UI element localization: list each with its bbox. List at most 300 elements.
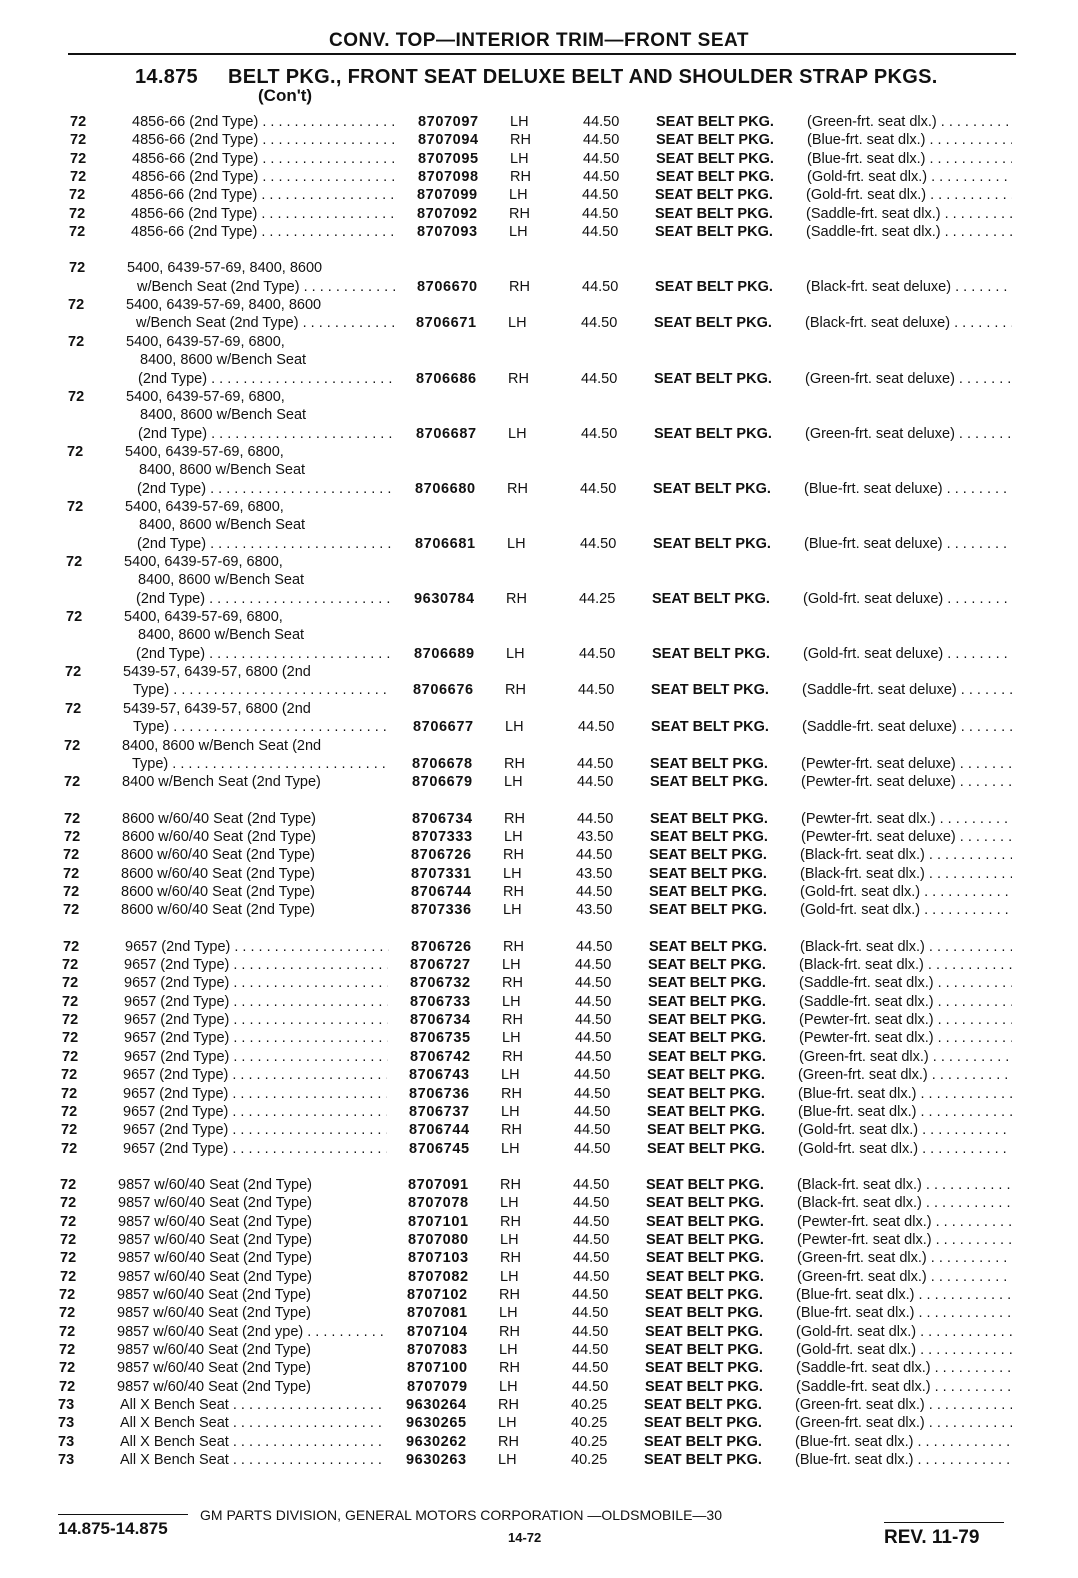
price: 44.50: [572, 1287, 609, 1303]
group-code: 72: [64, 738, 81, 754]
color-detail: (Black-frt. seat dlx.) . . .: [797, 1176, 1012, 1194]
part-name: SEAT BELT PKG.: [647, 1086, 765, 1102]
part-name: SEAT BELT PKG.: [647, 1141, 765, 1157]
group-code: 72: [60, 1269, 77, 1285]
application-text: 9657 (2nd Type) . . .: [124, 974, 388, 992]
part-number: 8707336: [411, 902, 472, 918]
color-detail: (Green-frt. seat deluxe) . . .: [805, 425, 1012, 443]
application-text: 4856-66 (2nd Type) . . .: [132, 168, 396, 186]
part-name: SEAT BELT PKG.: [656, 151, 774, 167]
side: RH: [501, 1122, 522, 1138]
part-name: SEAT BELT PKG.: [646, 1195, 764, 1211]
part-name: SEAT BELT PKG.: [646, 1177, 764, 1193]
part-name: SEAT BELT PKG.: [650, 811, 768, 827]
group-code: 72: [63, 847, 80, 863]
part-name: SEAT BELT PKG.: [647, 1067, 765, 1083]
part-name: SEAT BELT PKG.: [644, 1397, 762, 1413]
application-text: All X Bench Seat . . .: [120, 1451, 384, 1469]
part-row: [0, 846, 1078, 864]
group-code: 72: [66, 609, 83, 625]
application-text: 4856-66 (2nd Type) . . .: [131, 186, 395, 204]
color-detail: (Blue-frt. seat dlx.) . . .: [795, 1451, 1012, 1469]
part-row: [0, 810, 1078, 828]
part-row-continuation: [0, 406, 1078, 424]
part-number: 8706726: [411, 847, 472, 863]
application-text: 9857 w/60/40 Seat (2nd Type): [118, 1232, 313, 1248]
price: 44.50: [577, 756, 614, 772]
color-detail: (Gold-frt. seat dlx.) . . .: [798, 1140, 1012, 1158]
part-number: 8707092: [417, 206, 478, 222]
application-text: 5400, 6439-57-69, 8400, 8600: [127, 260, 323, 276]
part-name: SEAT BELT PKG.: [656, 114, 774, 130]
color-detail: (Saddle-frt. seat dlx.) . . .: [806, 205, 1012, 223]
side: LH: [510, 151, 529, 167]
part-number: 8707100: [407, 1360, 468, 1376]
color-detail: (Green-frt. seat dlx.) . . .: [797, 1268, 1012, 1286]
price: 44.50: [574, 1141, 611, 1157]
group-code: 72: [60, 1232, 77, 1248]
group-code: 72: [68, 389, 85, 405]
part-number: 8707103: [408, 1250, 469, 1266]
part-number: 8706737: [409, 1104, 470, 1120]
application-text: All X Bench Seat . . .: [120, 1414, 384, 1432]
part-row: [0, 1286, 1078, 1304]
part-row: [0, 1066, 1078, 1084]
application-text: All X Bench Seat . . .: [120, 1396, 384, 1414]
side: RH: [499, 1287, 520, 1303]
application-text: 5439-57, 6439-57, 6800 (2nd: [123, 701, 311, 717]
application-text: 8400, 8600 w/Bench Seat: [138, 627, 305, 643]
part-name: SEAT BELT PKG.: [656, 169, 774, 185]
application-text: 9657 (2nd Type) . . .: [123, 1066, 387, 1084]
group-code: 72: [63, 939, 80, 955]
color-detail: (Saddle-frt. seat dlx.) . . .: [799, 993, 1012, 1011]
price: 44.50: [583, 169, 620, 185]
part-number: 8707091: [408, 1177, 469, 1193]
application-text: 8400, 8600 w/Bench Seat (2nd: [122, 738, 322, 754]
application-text: 4856-66 (2nd Type) . . .: [132, 131, 396, 149]
price: 44.50: [582, 187, 619, 203]
part-name: SEAT BELT PKG.: [651, 682, 769, 698]
part-number: 8707104: [407, 1324, 468, 1340]
color-detail: (Blue-frt. seat dlx.) . . .: [807, 131, 1012, 149]
side: LH: [501, 1067, 520, 1083]
color-detail: (Black-frt. seat dlx.) . . .: [800, 846, 1012, 864]
group-code: 72: [61, 1086, 78, 1102]
part-name: SEAT BELT PKG.: [644, 1434, 762, 1450]
color-detail: (Saddle-frt. seat dlx.) . . .: [796, 1378, 1012, 1396]
group-code: 72: [70, 132, 87, 148]
price: 44.50: [578, 682, 615, 698]
part-row: [0, 186, 1078, 204]
application-text: 8600 w/60/40 Seat (2nd Type): [121, 884, 316, 900]
color-detail: (Green-frt. seat deluxe) . . .: [805, 370, 1012, 388]
color-detail: (Saddle-frt. seat dlx.) . . .: [799, 974, 1012, 992]
part-row: [0, 901, 1078, 919]
price: 44.50: [582, 206, 619, 222]
application-text: (2nd Type) . . .: [137, 535, 393, 553]
color-detail: (Gold-frt. seat dlx.) . . .: [807, 168, 1012, 186]
side: RH: [508, 371, 529, 387]
color-detail: (Pewter-frt. seat deluxe) . . .: [801, 828, 1012, 846]
application-text: 9857 w/60/40 Seat (2nd Type): [118, 1250, 313, 1266]
part-number: 8706734: [410, 1012, 471, 1028]
part-row: [0, 681, 1078, 699]
price: 44.50: [575, 957, 612, 973]
side: LH: [498, 1415, 517, 1431]
application-text: 8600 w/60/40 Seat (2nd Type): [122, 829, 317, 845]
part-row: [0, 1451, 1078, 1469]
part-number: 8706677: [413, 719, 474, 735]
application-text: 8400, 8600 w/Bench Seat: [139, 517, 306, 533]
color-detail: (Green-frt. seat dlx.) . . .: [798, 1066, 1012, 1084]
part-name: SEAT BELT PKG.: [648, 1012, 766, 1028]
application-text: 9857 w/60/40 Seat (2nd Type): [117, 1305, 312, 1321]
part-row: [0, 1249, 1078, 1267]
part-number: 8706726: [411, 939, 472, 955]
part-name: SEAT BELT PKG.: [649, 847, 767, 863]
color-detail: (Blue-frt. seat deluxe) . . .: [804, 480, 1012, 498]
part-row: [0, 1048, 1078, 1066]
part-number: 8707331: [411, 866, 472, 882]
part-number: 8706745: [409, 1141, 470, 1157]
color-detail: (Black-frt. seat deluxe) . . .: [805, 314, 1012, 332]
side: RH: [510, 169, 531, 185]
header-rule: [68, 53, 1016, 55]
part-number: 8707080: [408, 1232, 469, 1248]
part-row-continuation: [0, 571, 1078, 589]
group-code: 72: [63, 902, 80, 918]
side: LH: [510, 114, 529, 130]
side: RH: [500, 1214, 521, 1230]
part-number: 8707099: [417, 187, 478, 203]
side: RH: [505, 682, 526, 698]
part-name: SEAT BELT PKG.: [649, 884, 767, 900]
part-row: [0, 938, 1078, 956]
group-code: 73: [58, 1434, 75, 1450]
application-text: Type) . . .: [132, 755, 390, 773]
side: LH: [499, 1342, 518, 1358]
price: 44.50: [580, 536, 617, 552]
part-name: SEAT BELT PKG.: [654, 426, 772, 442]
application-text: 9657 (2nd Type) . . .: [124, 1029, 388, 1047]
part-number: 8706670: [417, 279, 478, 295]
application-text: 9857 w/60/40 Seat (2nd Type): [118, 1214, 313, 1230]
part-number: 8707333: [412, 829, 473, 845]
application-text: 9657 (2nd Type) . . .: [123, 1085, 387, 1103]
color-detail: (Black-frt. seat dlx.) . . .: [799, 956, 1012, 974]
part-row: [0, 1378, 1078, 1396]
application-text: 9657 (2nd Type) . . .: [124, 956, 388, 974]
price: 44.50: [579, 646, 616, 662]
side: RH: [502, 975, 523, 991]
group-code: 73: [58, 1397, 75, 1413]
group-code: 72: [60, 1195, 77, 1211]
application-text: 5400, 6439-57-69, 6800,: [126, 334, 285, 350]
part-row: [0, 314, 1078, 332]
group-code: 72: [59, 1360, 76, 1376]
side: RH: [502, 1012, 523, 1028]
price: 44.50: [573, 1232, 610, 1248]
price: 43.50: [576, 902, 613, 918]
part-row: [0, 1140, 1078, 1158]
side: LH: [508, 315, 527, 331]
part-number: 8707079: [407, 1379, 468, 1395]
price: 44.50: [583, 132, 620, 148]
color-detail: (Green-frt. seat dlx.) . . .: [795, 1414, 1012, 1432]
price: 44.50: [581, 426, 618, 442]
color-detail: (Blue-frt. seat dlx.) . . .: [798, 1103, 1012, 1121]
part-name: SEAT BELT PKG.: [645, 1305, 763, 1321]
price: 44.50: [576, 939, 613, 955]
side: LH: [504, 829, 523, 845]
side: RH: [498, 1434, 519, 1450]
side: LH: [499, 1379, 518, 1395]
part-number: 9630784: [414, 591, 475, 607]
color-detail: (Gold-frt. seat dlx.) . . .: [796, 1323, 1012, 1341]
part-name: SEAT BELT PKG.: [654, 315, 772, 331]
part-number: 8706744: [409, 1122, 470, 1138]
price: 44.50: [583, 114, 620, 130]
part-number: 8707094: [418, 132, 479, 148]
group-code: 72: [70, 169, 87, 185]
color-detail: (Black-frt. seat deluxe) . . .: [806, 278, 1012, 296]
side: LH: [508, 426, 527, 442]
part-row: [0, 1304, 1078, 1322]
part-number: 8706742: [410, 1049, 471, 1065]
part-name: SEAT BELT PKG.: [650, 774, 768, 790]
price: 44.50: [575, 1030, 612, 1046]
side: LH: [507, 536, 526, 552]
application-text: 9657 (2nd Type) . . .: [123, 1140, 387, 1158]
part-name: SEAT BELT PKG.: [655, 206, 773, 222]
part-row-continuation: [0, 259, 1078, 277]
part-number: 8707095: [418, 151, 479, 167]
footer-rule-left: [58, 1514, 188, 1515]
application-text: 9657 (2nd Type) . . .: [124, 1011, 388, 1029]
color-detail: (Saddle-frt. seat dlx.) . . .: [806, 223, 1012, 241]
group-code: 72: [70, 151, 87, 167]
part-row-continuation: [0, 663, 1078, 681]
part-name: SEAT BELT PKG.: [648, 1049, 766, 1065]
application-text: 8600 w/60/40 Seat (2nd Type): [121, 866, 316, 882]
group-code: 72: [61, 1104, 78, 1120]
price: 40.25: [571, 1397, 608, 1413]
application-text: 9857 w/60/40 Seat (2nd Type): [118, 1195, 313, 1211]
part-row: [0, 1011, 1078, 1029]
part-row: [0, 150, 1078, 168]
part-name: SEAT BELT PKG.: [645, 1379, 763, 1395]
part-name: SEAT BELT PKG.: [645, 1342, 763, 1358]
color-detail: (Green-frt. seat dlx.) . . .: [807, 113, 1012, 131]
price: 44.50: [573, 1195, 610, 1211]
part-row: [0, 1103, 1078, 1121]
part-name: SEAT BELT PKG.: [646, 1214, 764, 1230]
group-code: 72: [63, 884, 80, 900]
part-name: SEAT BELT PKG.: [648, 957, 766, 973]
part-row: [0, 993, 1078, 1011]
group-code: 72: [69, 260, 86, 276]
part-name: SEAT BELT PKG.: [646, 1269, 764, 1285]
part-name: SEAT BELT PKG.: [652, 591, 770, 607]
side: LH: [500, 1232, 519, 1248]
side: LH: [502, 957, 521, 973]
application-text: 9657 (2nd Type) . . .: [124, 993, 388, 1011]
group-code: 72: [64, 829, 81, 845]
color-detail: (Blue-frt. seat dlx.) . . .: [795, 1433, 1012, 1451]
part-name: SEAT BELT PKG.: [656, 132, 774, 148]
color-detail: (Green-frt. seat dlx.) . . .: [797, 1249, 1012, 1267]
group-code: 72: [64, 774, 81, 790]
application-text: 4856-66 (2nd Type) . . .: [132, 150, 396, 168]
color-detail: (Gold-frt. seat deluxe) . . .: [803, 645, 1012, 663]
application-text: 5400, 6439-57-69, 6800,: [124, 609, 283, 625]
application-text: 8600 w/60/40 Seat (2nd Type): [121, 902, 316, 918]
group-code: 72: [60, 1177, 77, 1193]
side: RH: [509, 279, 530, 295]
side: RH: [504, 756, 525, 772]
part-number: 9630262: [406, 1434, 467, 1450]
side: RH: [510, 132, 531, 148]
application-text: 4856-66 (2nd Type) . . .: [131, 205, 395, 223]
part-name: SEAT BELT PKG.: [652, 646, 770, 662]
side: LH: [501, 1104, 520, 1120]
application-text: 5400, 6439-57-69, 6800,: [125, 444, 284, 460]
group-code: 72: [62, 1049, 79, 1065]
group-code: 72: [60, 1250, 77, 1266]
group-code: 72: [66, 554, 83, 570]
part-row: [0, 828, 1078, 846]
part-row-continuation: [0, 351, 1078, 369]
part-row: [0, 865, 1078, 883]
group-code: 73: [58, 1415, 75, 1431]
price: 44.50: [581, 315, 618, 331]
price: 44.50: [574, 1104, 611, 1120]
part-row: [0, 1433, 1078, 1451]
part-row: [0, 168, 1078, 186]
application-text: 4856-66 (2nd Type) . . .: [132, 113, 396, 131]
footer-revision: REV. 11-79: [884, 1527, 980, 1548]
part-row: [0, 480, 1078, 498]
side: RH: [503, 884, 524, 900]
group-code: 72: [68, 334, 85, 350]
part-row: [0, 113, 1078, 131]
part-row: [0, 425, 1078, 443]
part-name: SEAT BELT PKG.: [646, 1232, 764, 1248]
application-text: 9657 (2nd Type) . . .: [125, 938, 389, 956]
color-detail: (Pewter-frt. seat deluxe) . . .: [801, 755, 1012, 773]
color-detail: (Saddle-frt. seat deluxe) . . .: [802, 681, 1012, 699]
application-text: (2nd Type) . . .: [138, 425, 394, 443]
price: 44.50: [576, 847, 613, 863]
part-row-continuation: [0, 608, 1078, 626]
part-row-continuation: [0, 626, 1078, 644]
price: 44.50: [573, 1177, 610, 1193]
price: 44.50: [578, 719, 615, 735]
side: RH: [507, 481, 528, 497]
part-row-continuation: [0, 737, 1078, 755]
footer-rule-right: [884, 1522, 1004, 1523]
color-detail: (Blue-frt. seat dlx.) . . .: [796, 1304, 1012, 1322]
price: 44.50: [575, 975, 612, 991]
application-text: 5400, 6439-57-69, 6800,: [124, 554, 283, 570]
part-row: [0, 131, 1078, 149]
side: RH: [499, 1360, 520, 1376]
application-text: 5439-57, 6439-57, 6800 (2nd: [123, 664, 311, 680]
part-row: [0, 956, 1078, 974]
side: RH: [506, 591, 527, 607]
application-text: (2nd Type) . . .: [138, 370, 394, 388]
price: 44.50: [574, 1067, 611, 1083]
group-code: 72: [59, 1324, 76, 1340]
part-number: 8706681: [415, 536, 476, 552]
group-code: 72: [59, 1287, 76, 1303]
group-code: 72: [59, 1305, 76, 1321]
color-detail: (Green-frt. seat dlx.) . . .: [799, 1048, 1012, 1066]
part-name: SEAT BELT PKG.: [649, 866, 767, 882]
price: 44.50: [583, 151, 620, 167]
application-text: 4856-66 (2nd Type) . . .: [131, 223, 395, 241]
application-text: 9857 w/60/40 Seat (2nd Type): [117, 1342, 312, 1358]
part-name: SEAT BELT PKG.: [653, 481, 771, 497]
part-row: [0, 223, 1078, 241]
price: 44.50: [573, 1250, 610, 1266]
part-row: [0, 1268, 1078, 1286]
price: 44.25: [579, 591, 616, 607]
part-number: 9630263: [406, 1452, 467, 1468]
side: RH: [498, 1397, 519, 1413]
part-number: 9630264: [406, 1397, 467, 1413]
part-row: [0, 645, 1078, 663]
color-detail: (Blue-frt. seat dlx.) . . .: [798, 1085, 1012, 1103]
application-text: Type) . . .: [133, 718, 391, 736]
part-row: [0, 278, 1078, 296]
group-code: 72: [65, 664, 82, 680]
part-number: 8706733: [410, 994, 471, 1010]
part-row: [0, 205, 1078, 223]
part-name: SEAT BELT PKG.: [648, 994, 766, 1010]
part-row: [0, 974, 1078, 992]
price: 44.50: [582, 224, 619, 240]
part-row-continuation: [0, 700, 1078, 718]
part-name: SEAT BELT PKG.: [650, 756, 768, 772]
color-detail: (Gold-frt. seat dlx.) . . .: [800, 901, 1012, 919]
part-number: 9630265: [406, 1415, 467, 1431]
application-text: 9657 (2nd Type) . . .: [123, 1103, 387, 1121]
part-number: 8707101: [408, 1214, 469, 1230]
side: LH: [500, 1195, 519, 1211]
color-detail: (Saddle-frt. seat deluxe) . . .: [802, 718, 1012, 736]
side: LH: [509, 224, 528, 240]
price: 40.25: [571, 1452, 608, 1468]
group-code: 72: [59, 1379, 76, 1395]
price: 44.50: [580, 481, 617, 497]
application-text: w/Bench Seat (2nd Type) . . .: [137, 278, 395, 296]
part-number: 8707093: [417, 224, 478, 240]
application-text: 9857 w/60/40 Seat (2nd Type): [117, 1360, 312, 1376]
side: RH: [503, 847, 524, 863]
part-row: [0, 755, 1078, 773]
footer-range: 14.875-14.875: [58, 1519, 168, 1538]
group-code: 72: [69, 224, 86, 240]
side: RH: [499, 1324, 520, 1340]
application-text: 9657 (2nd Type) . . .: [124, 1048, 388, 1066]
part-row: [0, 1213, 1078, 1231]
side: LH: [499, 1305, 518, 1321]
price: 44.50: [574, 1122, 611, 1138]
application-text: 9857 w/60/40 Seat (2nd Type): [118, 1269, 313, 1285]
color-detail: (Blue-frt. seat dlx.) . . .: [796, 1286, 1012, 1304]
